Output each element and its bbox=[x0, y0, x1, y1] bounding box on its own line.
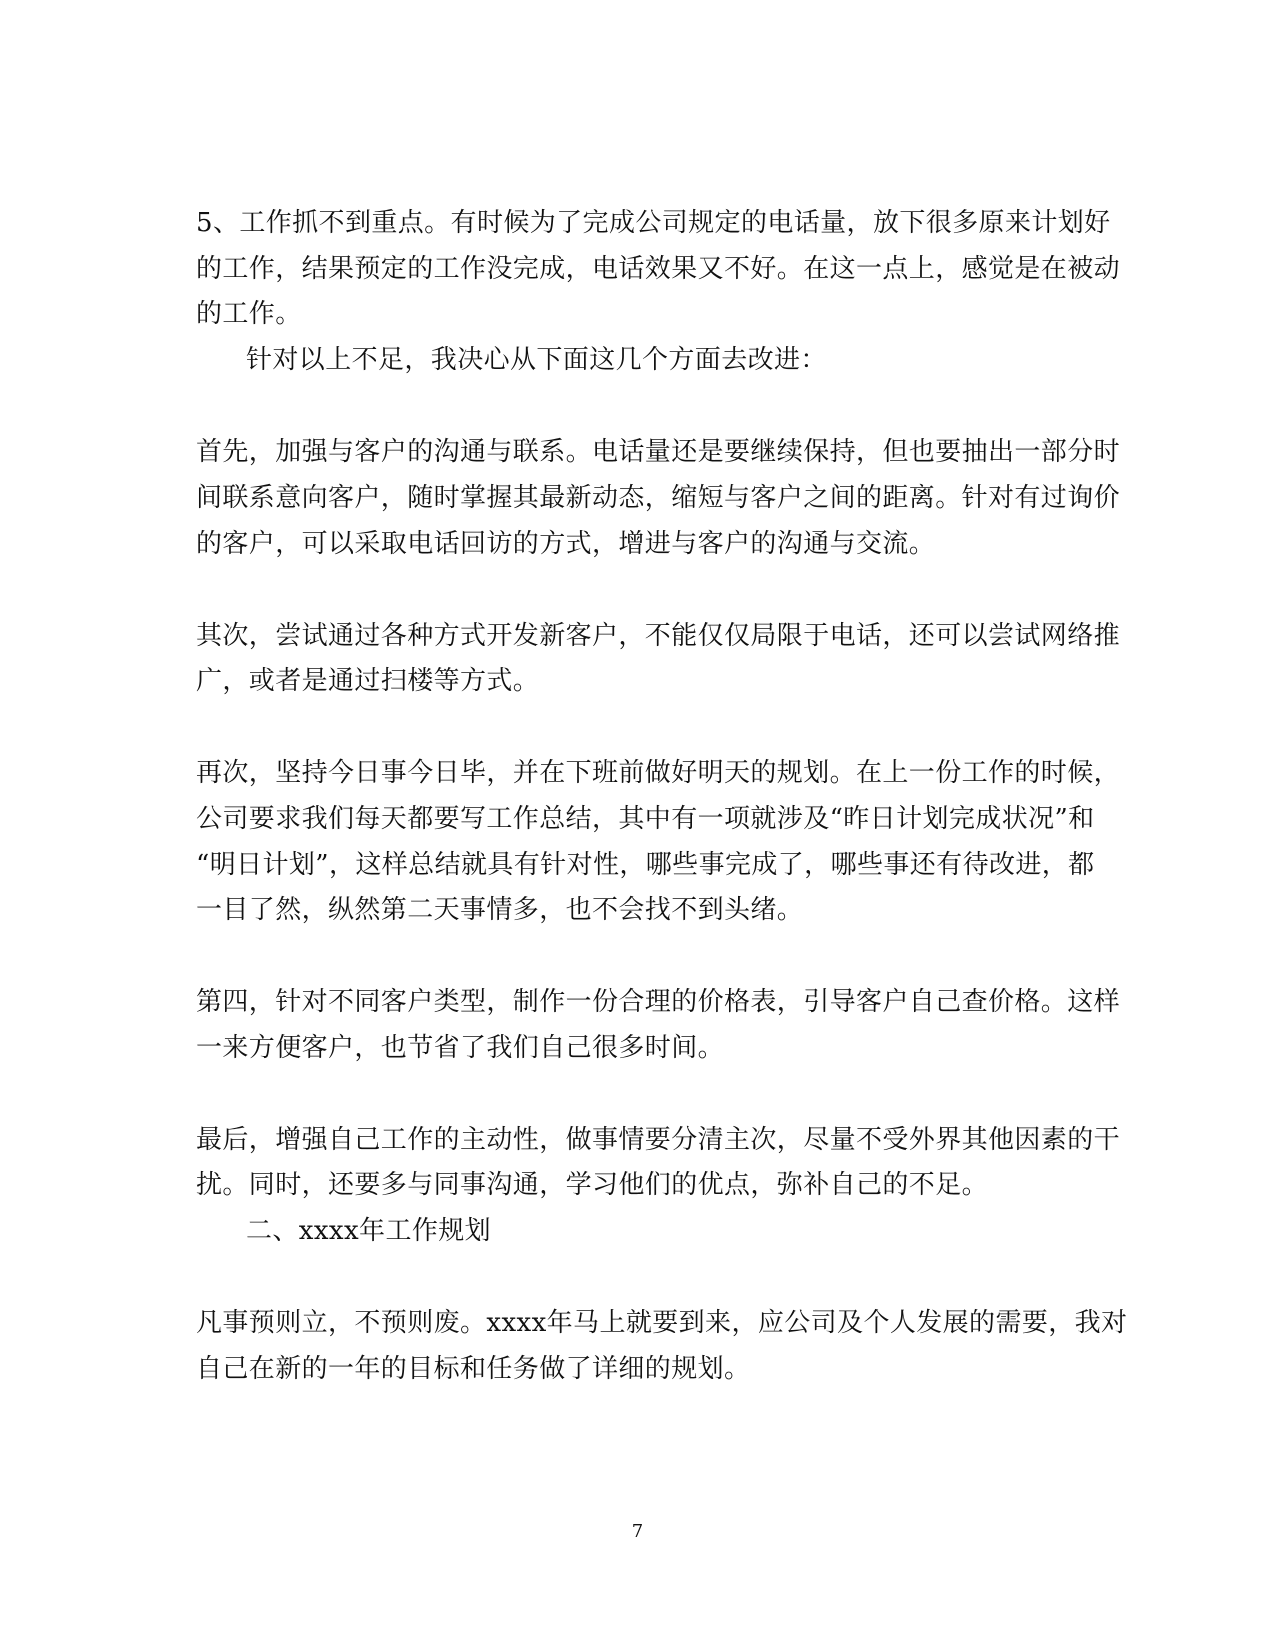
text-line: 其次，尝试通过各种方式开发新客户，不能仅仅局限于电话，还可以尝试网络推 bbox=[196, 621, 1121, 651]
section-heading: 二、xxxx年工作规划 bbox=[246, 1216, 492, 1246]
text-line: 扰。同时，还要多与同事沟通，学习他们的优点，弥补自己的不足。 bbox=[196, 1170, 989, 1200]
text-line: 一目了然，纵然第二天事情多，也不会找不到头绪。 bbox=[196, 895, 804, 925]
text-line: “明日计划”，这样总结就具有针对性，哪些事完成了，哪些事还有待改进，都 bbox=[196, 850, 1095, 880]
text-line: 的工作，结果预定的工作没完成，电话效果又不好。在这一点上，感觉是在被动 bbox=[196, 254, 1121, 284]
text-line: 第四，针对不同客户类型，制作一份合理的价格表，引导客户自己查价格。这样 bbox=[196, 987, 1121, 1017]
text-line: 的工作。 bbox=[196, 299, 302, 329]
text-line: 广，或者是通过扫楼等方式。 bbox=[196, 666, 540, 696]
text-line: 凡事预则立，不预则废。xxxx年马上就要到来，应公司及个人发展的需要，我对 bbox=[196, 1308, 1128, 1338]
text-line: 间联系意向客户，随时掌握其最新动态，缩短与客户之间的距离。针对有过询价 bbox=[196, 483, 1121, 513]
page-number: 7 bbox=[631, 1521, 644, 1542]
text-line: 一来方便客户，也节省了我们自己很多时间。 bbox=[196, 1033, 725, 1063]
text-line: 公司要求我们每天都要写工作总结，其中有一项就涉及“昨日计划完成状况”和 bbox=[196, 804, 1095, 834]
text-line: 再次，坚持今日事今日毕，并在下班前做好明天的规划。在上一份工作的时候， bbox=[196, 758, 1121, 788]
text-line: 5、工作抓不到重点。有时候为了完成公司规定的电话量，放下很多原来计划好 bbox=[196, 208, 1111, 238]
text-line: 自己在新的一年的目标和任务做了详细的规划。 bbox=[196, 1354, 751, 1384]
text-line: 最后，增强自己工作的主动性，做事情要分清主次，尽量不受外界其他因素的干 bbox=[196, 1125, 1121, 1155]
text-line: 的客户，可以采取电话回访的方式，增进与客户的沟通与交流。 bbox=[196, 529, 936, 559]
text-line: 首先，加强与客户的沟通与联系。电话量还是要继续保持，但也要抽出一部分时 bbox=[196, 437, 1121, 467]
text-line: 针对以上不足，我决心从下面这几个方面去改进： bbox=[246, 345, 827, 375]
